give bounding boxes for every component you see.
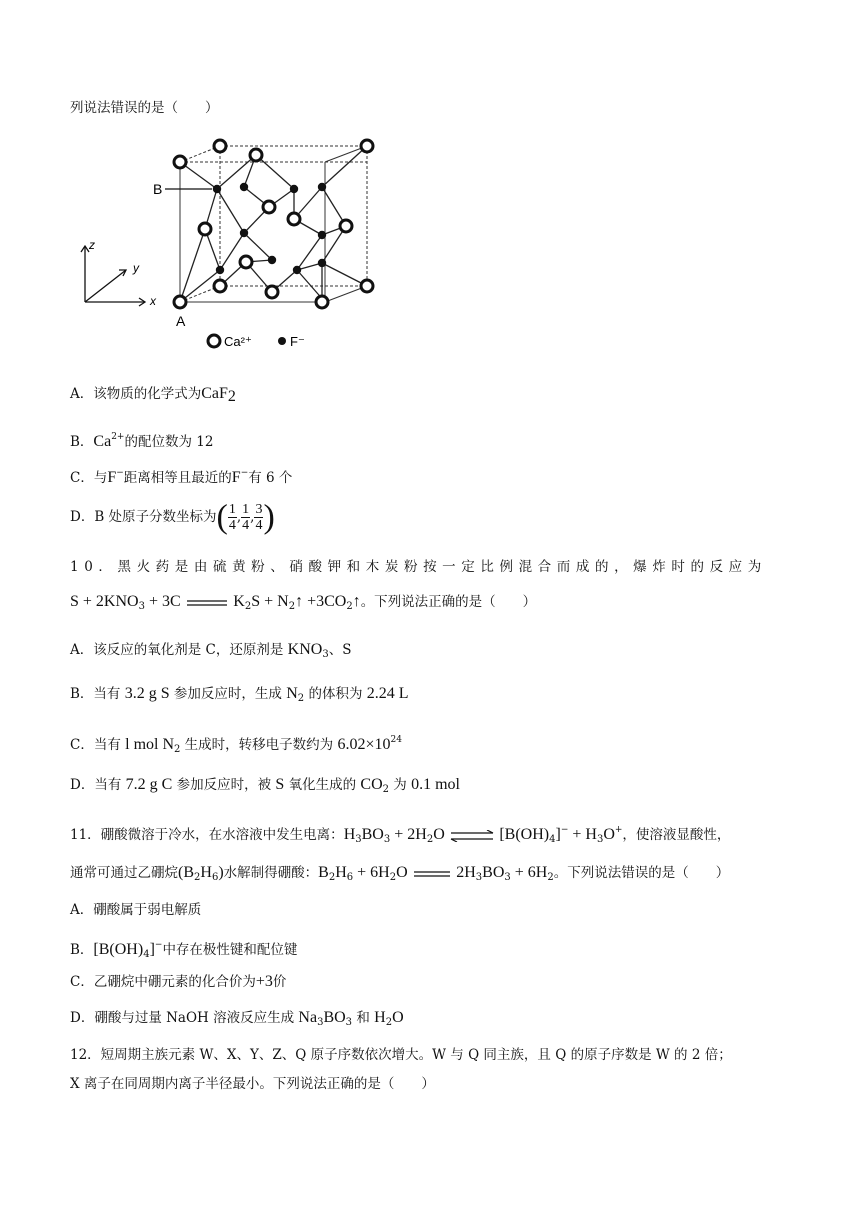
q10-option-a: A．该反应的氧化剂是 C，还原剂是 $KNO_3$、S bbox=[70, 641, 352, 660]
q9-option-a: A．该物质的化学式为CaF$_2$ bbox=[70, 385, 236, 405]
q10-option-d: D．当有 7.2 g C 参加反应时，被 S 氧化生成的 $CO_2$ 为 0.1 mol bbox=[70, 776, 460, 795]
q12-line-1: 12．短周期主族元素 W、X、Y、Z、Q 原子序数依次增大。W 与 Q 同主族，且 Q 的原子序数是 W 的 2 倍； bbox=[70, 1047, 732, 1063]
q11-stem-1: 11．硼酸微溶于冷水，在水溶液中发生电离：$H_3BO_3 + 2H_2O$ $[B(OH)_4]^- + H_3O^+$，使溶液显酸性， bbox=[70, 825, 731, 845]
frac-3: $\frac{3}{4}$ bbox=[255, 502, 263, 533]
q11-option-b: B．$[B(OH)_4]^-$中存在极性键和配位键 bbox=[70, 940, 298, 960]
label-a: A bbox=[176, 313, 186, 329]
crystal-structure-figure bbox=[70, 135, 400, 355]
q10-option-c: C．当有 l mol $N_2$ 生成时，转移电子数约为 $6.02\times 10^{24}$ bbox=[70, 735, 402, 755]
equals-sign bbox=[185, 598, 229, 608]
legend-f-icon bbox=[278, 337, 286, 345]
legend-f-label: F⁻ bbox=[290, 334, 305, 349]
q10-option-b: B．当有 3.2 g S 参加反应时，生成 $N_2$ 的体积为 2.24 L bbox=[70, 685, 409, 704]
label-b: B bbox=[153, 181, 163, 197]
axis-z-label: z bbox=[89, 238, 95, 252]
legend-ca-icon bbox=[208, 335, 220, 347]
frac-1: $\frac{1}{4}$ bbox=[228, 502, 236, 533]
q12-line-2: X 离子在同周期内离子半径最小。下列说法正确的是（ ） bbox=[70, 1076, 435, 1092]
q9-option-d: D．B 处原子分数坐标为( $\frac{1}{4}$ , $\frac{1}{4}$ , $\frac{3}{4}$ ) bbox=[70, 498, 275, 536]
q9-option-c: C．与F−距离相等且最近的F−有 6 个 bbox=[70, 468, 293, 486]
axis-y-label: y bbox=[133, 261, 139, 275]
equilibrium-arrow bbox=[449, 830, 495, 842]
q10-equation: $S + 2KNO_3 + 3C$ $K_2S$ + $N_2↑$ $+3CO_2↑$。下列说法正确的是（ ） bbox=[70, 593, 537, 612]
q9-stem: 列说法错误的是（ ） bbox=[70, 100, 219, 116]
q9-option-b: B．$Ca^{2+}$的配位数为 12 bbox=[70, 432, 214, 450]
q10-stem-1: 10．黑火药是由硫黄粉、硝酸钾和木炭粉按一定比例混合而成的，爆炸时的反应为 bbox=[70, 559, 767, 575]
axes bbox=[81, 246, 145, 306]
legend-ca-label: Ca²⁺ bbox=[224, 334, 252, 349]
q11-stem-2: 通常可通过乙硼烷$(B_2H_6)$水解制得硼酸：$B_2H_6 + 6H_2O$ $2H_3BO_3 + 6H_2$。下列说法错误的是（ ） bbox=[70, 864, 730, 883]
q11-option-d: D．硼酸与过量 NaOH 溶液反应生成 $Na_3BO_3$ 和 $H_2O$ bbox=[70, 1009, 404, 1028]
frac-2: $\frac{1}{4}$ bbox=[242, 502, 250, 533]
f-ions bbox=[213, 183, 326, 274]
equals-sign-2 bbox=[412, 869, 452, 879]
q11-option-c: C．乙硼烷中硼元素的化合价为+3价 bbox=[70, 973, 287, 990]
axis-x-label: x bbox=[150, 294, 156, 308]
q11-option-a: A．硼酸属于弱电解质 bbox=[70, 902, 202, 918]
